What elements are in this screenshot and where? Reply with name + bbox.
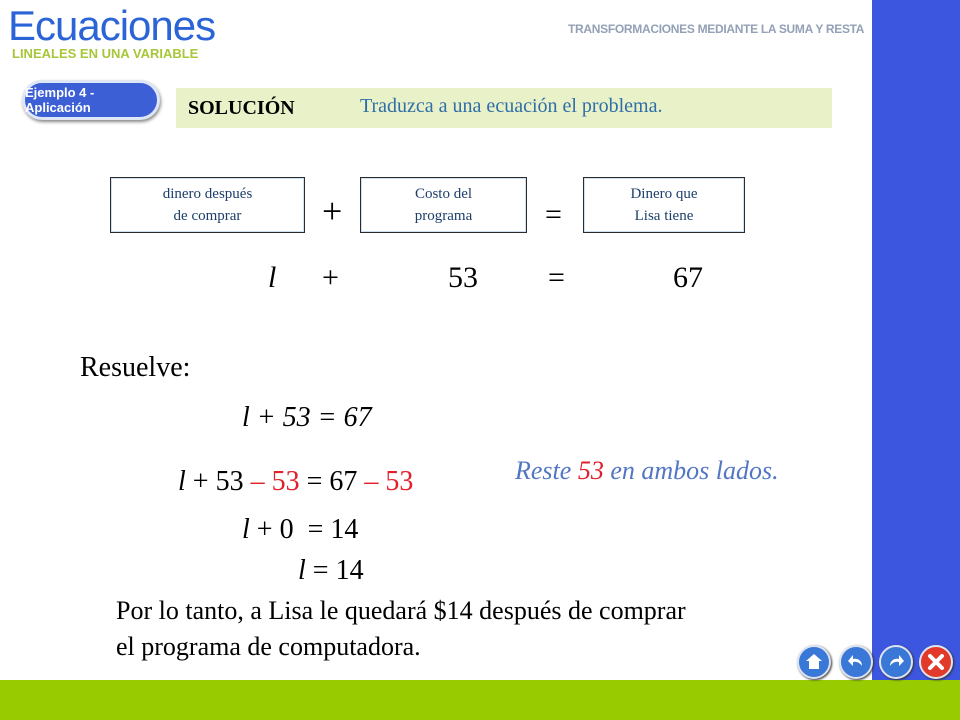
box-program-cost xyxy=(360,177,527,233)
step4-var: l xyxy=(298,555,306,586)
section-title: TRANSFORMACIONES MEDIANTE LA SUMA Y RESTA xyxy=(568,22,865,36)
hint-number: 53 xyxy=(577,456,604,485)
bottom-bar xyxy=(0,680,960,720)
equation-equals: = xyxy=(548,261,565,294)
box-lisa-money xyxy=(583,177,745,233)
equation-plus: + xyxy=(322,261,339,294)
step4-equation xyxy=(298,555,364,587)
forward-arrow-icon xyxy=(886,652,906,672)
step2-var: l xyxy=(178,466,186,497)
box3-line1: Dinero que xyxy=(630,186,698,202)
box1-line2: de comprar xyxy=(173,208,242,224)
step1-equation: l + 53 = 67 xyxy=(242,402,372,433)
close-button[interactable] xyxy=(919,645,953,679)
step2-lhs: + 53 xyxy=(192,466,244,497)
back-button[interactable] xyxy=(839,645,873,679)
step2-minus-rhs: – 53 xyxy=(364,466,414,497)
back-arrow-icon xyxy=(846,652,866,672)
hint-part1: Reste xyxy=(515,456,572,485)
conclusion-line1: Por lo tanto, a Lisa le quedará $14 después de comprar xyxy=(116,596,686,625)
page-subtitle: LINEALES EN UNA VARIABLE xyxy=(12,46,199,61)
step2-equation xyxy=(178,466,413,498)
example-badge: Ejemplo 4 - Aplicación xyxy=(22,80,160,120)
step2-mid: = 67 xyxy=(306,466,358,497)
solution-label: SOLUCIÓN xyxy=(188,97,295,119)
home-icon xyxy=(804,652,824,672)
home-button[interactable] xyxy=(797,645,831,679)
step2-minus-lhs: – 53 xyxy=(250,466,300,497)
page-title: Ecuaciones xyxy=(8,2,216,49)
box1-line1: dinero después xyxy=(162,186,253,202)
right-side-bar xyxy=(872,0,960,720)
step3-var: l xyxy=(242,514,250,545)
step3-rest: + 0 = 14 xyxy=(256,514,359,545)
hint-text xyxy=(515,456,779,486)
close-icon xyxy=(927,653,945,671)
box3-line2: Lisa tiene xyxy=(634,208,694,224)
box2-line1: Costo del xyxy=(414,186,473,202)
forward-button[interactable] xyxy=(879,645,913,679)
plus-symbol: + xyxy=(322,191,343,231)
solve-heading: Resuelve: xyxy=(80,352,191,383)
equation-b: 67 xyxy=(673,261,703,294)
equals-symbol: = xyxy=(545,198,562,231)
box-money-after-purchase xyxy=(110,177,305,233)
step4-rest: = 14 xyxy=(312,555,364,586)
hint-part2: en ambos lados. xyxy=(610,456,779,485)
step3-equation xyxy=(242,514,358,546)
equation-a: 53 xyxy=(448,261,478,294)
conclusion-line2: el programa de computadora. xyxy=(116,632,421,661)
box2-line2: programa xyxy=(414,208,473,224)
solution-instruction: Traduzca a una ecuación el problema. xyxy=(360,95,663,117)
equation-var: l xyxy=(268,261,277,294)
